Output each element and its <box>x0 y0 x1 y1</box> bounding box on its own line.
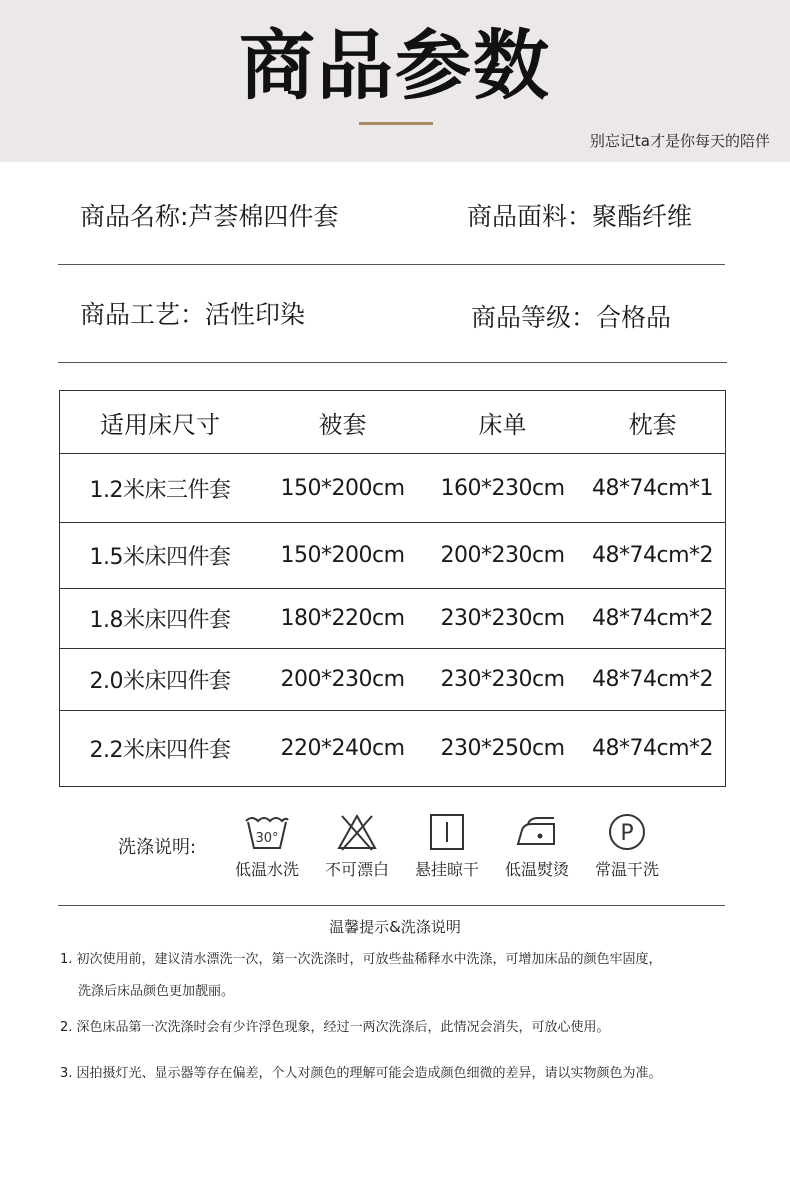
table-cell-bed-size: 1.5米床四件套 <box>89 545 231 570</box>
tip-item-1: 1. 初次使用前，建议清水漂洗一次，第一次洗涤时，可放些盐稀释水中洗涤，可增加床品的颜色牢固度， <box>60 952 662 967</box>
param-grade: 商品等级：合格品 <box>471 303 672 332</box>
param-name: 商品名称:芦荟棉四件套 <box>80 202 339 231</box>
page-title: 商品参数 <box>239 21 551 110</box>
low-iron-icon <box>514 812 560 852</box>
tips-divider <box>58 905 725 906</box>
wash-item <box>582 812 672 880</box>
dry-clean-p-icon <box>604 812 650 852</box>
param-craft: 商品工艺：活性印染 <box>80 300 306 329</box>
table-cell-sheet: 230*230cm <box>440 667 565 692</box>
table-cell-duvet: 220*240cm <box>280 736 405 761</box>
table-cell-sheet: 230*250cm <box>440 736 565 761</box>
table-row <box>60 523 725 588</box>
table-cell-bed-size: 1.8米床四件套 <box>89 608 231 633</box>
wash-label-text: 常温干洗 <box>594 860 659 879</box>
table-cell-sheet: 230*230cm <box>440 606 565 631</box>
wash-label-text: 低温水洗 <box>234 860 299 879</box>
table-cell-duvet: 180*220cm <box>280 606 405 631</box>
wash-label-text: 不可漂白 <box>324 860 389 879</box>
wash-item <box>312 812 402 880</box>
tip-item-2: 2. 深色床品第一次洗涤时会有少许浮色现象，经过一两次洗涤后，此情况会消失，可放心使用。 <box>60 1020 610 1035</box>
table-cell-duvet: 200*230cm <box>280 667 405 692</box>
table-cell-bed-size: 2.0米床四件套 <box>89 669 231 694</box>
wash-item <box>492 812 582 880</box>
table-cell-bed-size: 1.2米床三件套 <box>89 477 231 503</box>
hang-dry-icon <box>424 812 470 852</box>
tips-title: 温馨提示&洗涤说明 <box>329 918 461 936</box>
wash-tub-30-icon <box>244 812 290 852</box>
title-accent-line <box>359 122 433 125</box>
table-row <box>60 454 725 522</box>
table-header-cell: 床单 <box>478 410 527 439</box>
table-cell-sheet: 160*230cm <box>440 475 565 501</box>
washing-label: 洗涤说明: <box>118 837 197 858</box>
table-cell-bed-size: 2.2米床四件套 <box>89 738 231 763</box>
table-header-row <box>60 391 725 453</box>
param-fabric: 商品面料：聚酯纤维 <box>467 202 693 231</box>
wash-item <box>402 812 492 880</box>
table-cell-sheet: 200*230cm <box>440 543 565 568</box>
wash-temp-text: 30° <box>255 831 279 846</box>
table-header-cell: 枕套 <box>628 410 677 439</box>
table-cell-duvet: 150*200cm <box>280 543 405 568</box>
tip-item-1-continued: 洗涤后床品颜色更加靓丽。 <box>78 984 235 999</box>
wash-item <box>222 812 312 880</box>
table-cell-pillowcase: 48*74cm*2 <box>591 736 713 761</box>
tip-item-3: 3. 因拍摄灯光、显示器等存在偏差，个人对颜色的理解可能会造成颜色细微的差异，请以实物颜色为准。 <box>60 1066 662 1081</box>
param-divider-2 <box>58 362 727 363</box>
table-cell-pillowcase: 48*74cm*1 <box>591 475 713 501</box>
table-row <box>60 589 725 648</box>
table-cell-pillowcase: 48*74cm*2 <box>591 543 713 568</box>
param-divider-1 <box>58 264 725 265</box>
table-row <box>60 711 725 786</box>
dry-clean-letter: P <box>620 821 634 846</box>
size-table <box>59 390 726 787</box>
table-cell-pillowcase: 48*74cm*2 <box>591 667 713 692</box>
header-slogan: 别忘记ta才是你每天的陪伴 <box>589 132 770 150</box>
header-banner <box>0 0 790 162</box>
wash-label-text: 悬挂晾干 <box>414 860 479 879</box>
table-header-cell: 被套 <box>318 410 367 439</box>
table-cell-pillowcase: 48*74cm*2 <box>591 606 713 631</box>
wash-label-text: 低温熨烫 <box>504 860 569 879</box>
no-bleach-icon <box>334 812 380 852</box>
table-row <box>60 649 725 710</box>
table-header-cell: 适用床尺寸 <box>100 410 220 439</box>
table-cell-duvet: 150*200cm <box>280 475 405 501</box>
